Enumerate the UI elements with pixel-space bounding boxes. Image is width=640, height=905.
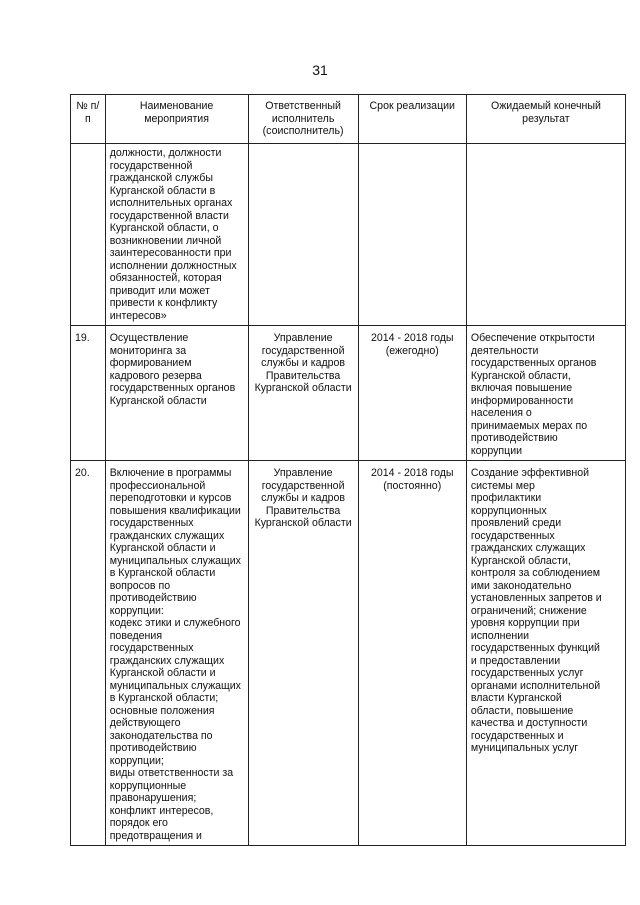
row-responsible bbox=[248, 144, 358, 326]
row-responsible: Управление государственной службы и кадров Правительства Курганской области bbox=[248, 326, 358, 461]
table-header-row bbox=[71, 95, 626, 144]
row-term: 2014 - 2018 годы (постоянно) bbox=[358, 461, 466, 846]
row-num bbox=[71, 144, 106, 326]
row-name: должности, должности государственной гражданской службы Курганской области в исполнительных органах государственной власти Курганской области, о возникновении личной заинтересованности при исполнении должностных обязанностей, которая приводит или может привести к конфликту интересов» bbox=[105, 144, 248, 326]
header-responsible: Ответственный исполнитель (соисполнитель) bbox=[248, 95, 358, 144]
row-name: Включение в программы профессиональной переподготовки и курсов повышения квалификации государственных гражданских служащих Курганской области и муниципальных служащих в Курганской области вопросов по противодействию коррупции: кодекс этики и служебного поведения государственных гражданских служащих Курганской области и муниципальных служащих в Курганской области; основные положения действующего законодательства по противодействию коррупции; виды ответственности за коррупционные правонарушения; конфликт интересов, порядок его предотвращения и bbox=[105, 461, 248, 846]
page-number: 31 bbox=[312, 62, 328, 78]
row-num: 20. bbox=[71, 461, 106, 846]
row-num: 19. bbox=[71, 326, 106, 461]
row-term bbox=[358, 144, 466, 326]
row-result: Создание эффективной системы мер профилактики коррупционных проявлений среди государственных гражданских служащих Курганской области, контроля за соблюдением ими законодательно установленных запретов и ограничений; снижение уровня коррупции при исполнении государственных функций и предоставлении государственных услуг органами исполнительной власти Курганской области, повышение качества и доступности государственных и муниципальных услуг bbox=[466, 461, 625, 846]
header-num: № п/п bbox=[71, 95, 106, 144]
table-row bbox=[71, 326, 626, 461]
table-row bbox=[71, 144, 626, 326]
header-name: Наименование мероприятия bbox=[105, 95, 248, 144]
table-row bbox=[71, 461, 626, 846]
row-result: Обеспечение открытости деятельности государственных органов Курганской области, включая повышение информированности населения о принимаемых мерах по противодействию коррупции bbox=[466, 326, 625, 461]
row-result bbox=[466, 144, 625, 326]
header-term: Срок реализации bbox=[358, 95, 466, 144]
row-term: 2014 - 2018 годы (ежегодно) bbox=[358, 326, 466, 461]
row-responsible: Управление государственной службы и кадров Правительства Курганской области bbox=[248, 461, 358, 846]
row-name: Осуществление мониторинга за формированием кадрового резерва государственных органов Курганской области bbox=[105, 326, 248, 461]
header-result: Ожидаемый конечный результат bbox=[466, 95, 625, 144]
measures-table bbox=[70, 94, 626, 846]
